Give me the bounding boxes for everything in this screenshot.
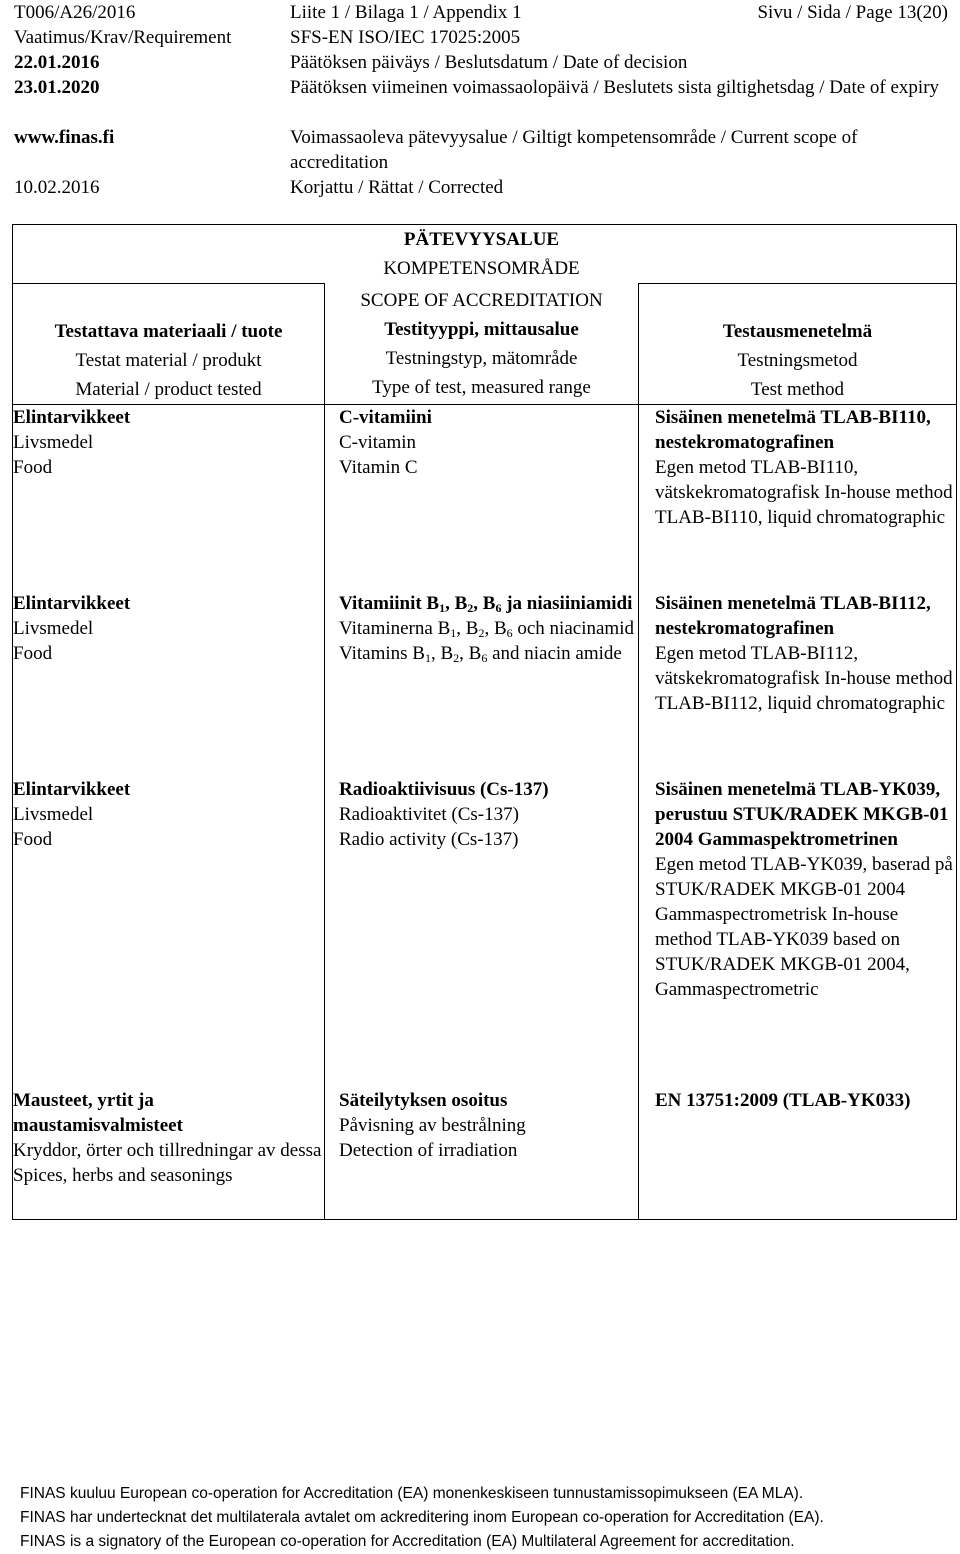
material-sv: Livsmedel [13, 804, 94, 825]
scope-table [12, 224, 957, 1220]
test-fi: Säteilytyksen osoitus [339, 1090, 508, 1111]
material-sv: Livsmedel [13, 432, 94, 453]
material-en: Food [13, 457, 53, 478]
table-row-1-test [339, 405, 638, 591]
test-en: Vitamins $B_1$, $B_2$, $B_6$ and niacin amide [339, 643, 622, 665]
table-row-1-method [655, 405, 956, 591]
table-row-3-test [339, 777, 638, 1088]
table-row-3-method [655, 777, 956, 1088]
material-cell [13, 405, 325, 1220]
header-row-3 [14, 50, 954, 75]
method-sv-en: Egen metod TLAB-YK039, baserad på STUK/RADEK MKGB-01 2004 Gammaspectrometrisk In-house method TLAB-YK039 based on STUK/RADEK MKGB-01 2004, Gammaspectrometric [655, 854, 953, 1000]
material-en: Food [13, 829, 53, 850]
header-row-2 [14, 25, 954, 50]
header-row-6 [14, 175, 954, 200]
table-title-left [13, 225, 325, 284]
col2-head-fi: Testityyppi, mittausalue [384, 318, 579, 340]
test-column-header [325, 284, 639, 405]
material-en: Food [13, 643, 53, 664]
method-fi: Sisäinen menetelmä TLAB-BI110, nestekromatografinen [655, 407, 931, 453]
expiry-date-label: Päätöksen viimeinen voimassaolopäivä / Beslutets sista giltighetsdag / Date of expiry [290, 77, 940, 98]
scope-label: Voimassaoleva pätevyysalue / Giltigt kompetensområde / Current scope of accreditation [290, 127, 858, 173]
document-code: T006/A26/2016 [14, 2, 136, 23]
col3-head-en: Test method [750, 379, 845, 400]
material-fi: Elintarvikkeet [13, 407, 131, 428]
material-fi: Elintarvikkeet [13, 779, 131, 800]
material-sv: Kryddor, örter och tillredningar av dessa [13, 1140, 322, 1161]
table-row-4-material [13, 1088, 324, 1188]
method-column-header [639, 284, 957, 405]
table-row-3-material [13, 777, 324, 1088]
page-number: Sivu / Sida / Page 13(20) [757, 2, 948, 23]
test-en: Radio activity (Cs-137) [339, 829, 519, 850]
test-fi: C-vitamiini [339, 407, 432, 428]
table-row-2-test [339, 591, 638, 777]
col3-head-sv: Testningsmetod [737, 350, 858, 371]
footer-line-en: FINAS is a signatory of the European co-operation for Accreditation (EA) Multilateral Agreement for accreditation. [20, 1533, 795, 1550]
table-row-4-test [339, 1088, 638, 1163]
col1-head-fi: Testattava materiaali / tuote [54, 321, 283, 342]
test-fi: Vitamiinit $B_1$, $B_2$, $B_6$ ja niasiiniamidi [339, 593, 633, 615]
method-cell [639, 405, 957, 1220]
material-fi: Elintarvikkeet [13, 593, 131, 614]
requirement-label: Vaatimus/Krav/Requirement [14, 27, 232, 48]
test-en: Detection of irradiation [339, 1140, 518, 1161]
material-en: Spices, herbs and seasonings [13, 1165, 233, 1186]
header-row-4 [14, 75, 954, 125]
material-fi: Mausteet, yrtit ja maustamisvalmisteet [13, 1090, 183, 1136]
table-row-2-material [13, 591, 324, 777]
test-en: Vitamin C [339, 457, 418, 478]
col2-head-en: Type of test, measured range [372, 376, 591, 398]
method-fi: Sisäinen menetelmä TLAB-BI112, nestekromatografinen [655, 593, 931, 639]
header-row-5 [14, 125, 954, 175]
decision-date-label: Päätöksen päiväys / Beslutsdatum / Date of decision [290, 52, 688, 73]
table-title-right [639, 225, 957, 284]
title-en: SCOPE OF ACCREDITATION [360, 289, 603, 311]
test-sv: Radioaktivitet (Cs-137) [339, 804, 519, 825]
test-sv: Påvisning av bestrålning [339, 1115, 526, 1136]
table-row-2-method [655, 591, 956, 777]
footer [20, 1482, 950, 1554]
col2-head-sv: Testningstyp, mätområde [385, 347, 578, 369]
material-column-header [13, 284, 325, 405]
method-sv-en: Egen metod TLAB-BI110, vätskekromatografisk In-house method TLAB-BI110, liquid chromatographic [655, 457, 953, 528]
appendix-label: Liite 1 / Bilaga 1 / Appendix 1 [290, 2, 522, 23]
table-row-4-method [655, 1088, 956, 1113]
method-sv-en: Egen metod TLAB-BI112, vätskekromatografisk In-house method TLAB-BI112, liquid chromatographic [655, 643, 953, 714]
footer-line-sv: FINAS har undertecknat det multilaterala avtalet om ackreditering inom European co-operation for Accreditation (EA). [20, 1509, 824, 1526]
test-fi: Radioaktiivisuus (Cs-137) [339, 779, 549, 800]
table-title [325, 225, 639, 284]
corrected-date: 10.02.2016 [14, 177, 100, 198]
footer-line-fi: FINAS kuuluu European co-operation for Accreditation (EA) monenkeskiseen tunnustamissopimukseen (EA MLA). [20, 1485, 804, 1502]
col1-head-en: Material / product tested [75, 379, 262, 400]
method-fi: EN 13751:2009 (TLAB-YK033) [655, 1090, 911, 1111]
header-row-1 [14, 0, 954, 25]
expiry-date: 23.01.2020 [14, 77, 100, 98]
test-cell [325, 405, 639, 1220]
decision-date: 22.01.2016 [14, 52, 100, 73]
title-sv: KOMPETENSOMRÅDE [383, 258, 580, 279]
finas-website[interactable]: www.finas.fi [14, 127, 115, 148]
col1-head-sv: Testat material / produkt [75, 350, 262, 371]
title-fi: PÄTEVYYSALUE [403, 229, 560, 250]
test-sv: Vitaminerna $B_1$, $B_2$, $B_6$ och niacinamid [339, 618, 634, 640]
corrected-label: Korjattu / Rättat / Corrected [290, 177, 504, 198]
test-sv: C-vitamin [339, 432, 417, 453]
method-fi: Sisäinen menetelmä TLAB-YK039, perustuu STUK/RADEK MKGB-01 2004 Gammaspektrometrinen [655, 779, 949, 850]
material-sv: Livsmedel [13, 618, 94, 639]
requirement-standard: SFS-EN ISO/IEC 17025:2005 [290, 27, 521, 48]
table-row-1-material [13, 405, 324, 591]
col3-head-fi: Testausmenetelmä [722, 321, 873, 342]
